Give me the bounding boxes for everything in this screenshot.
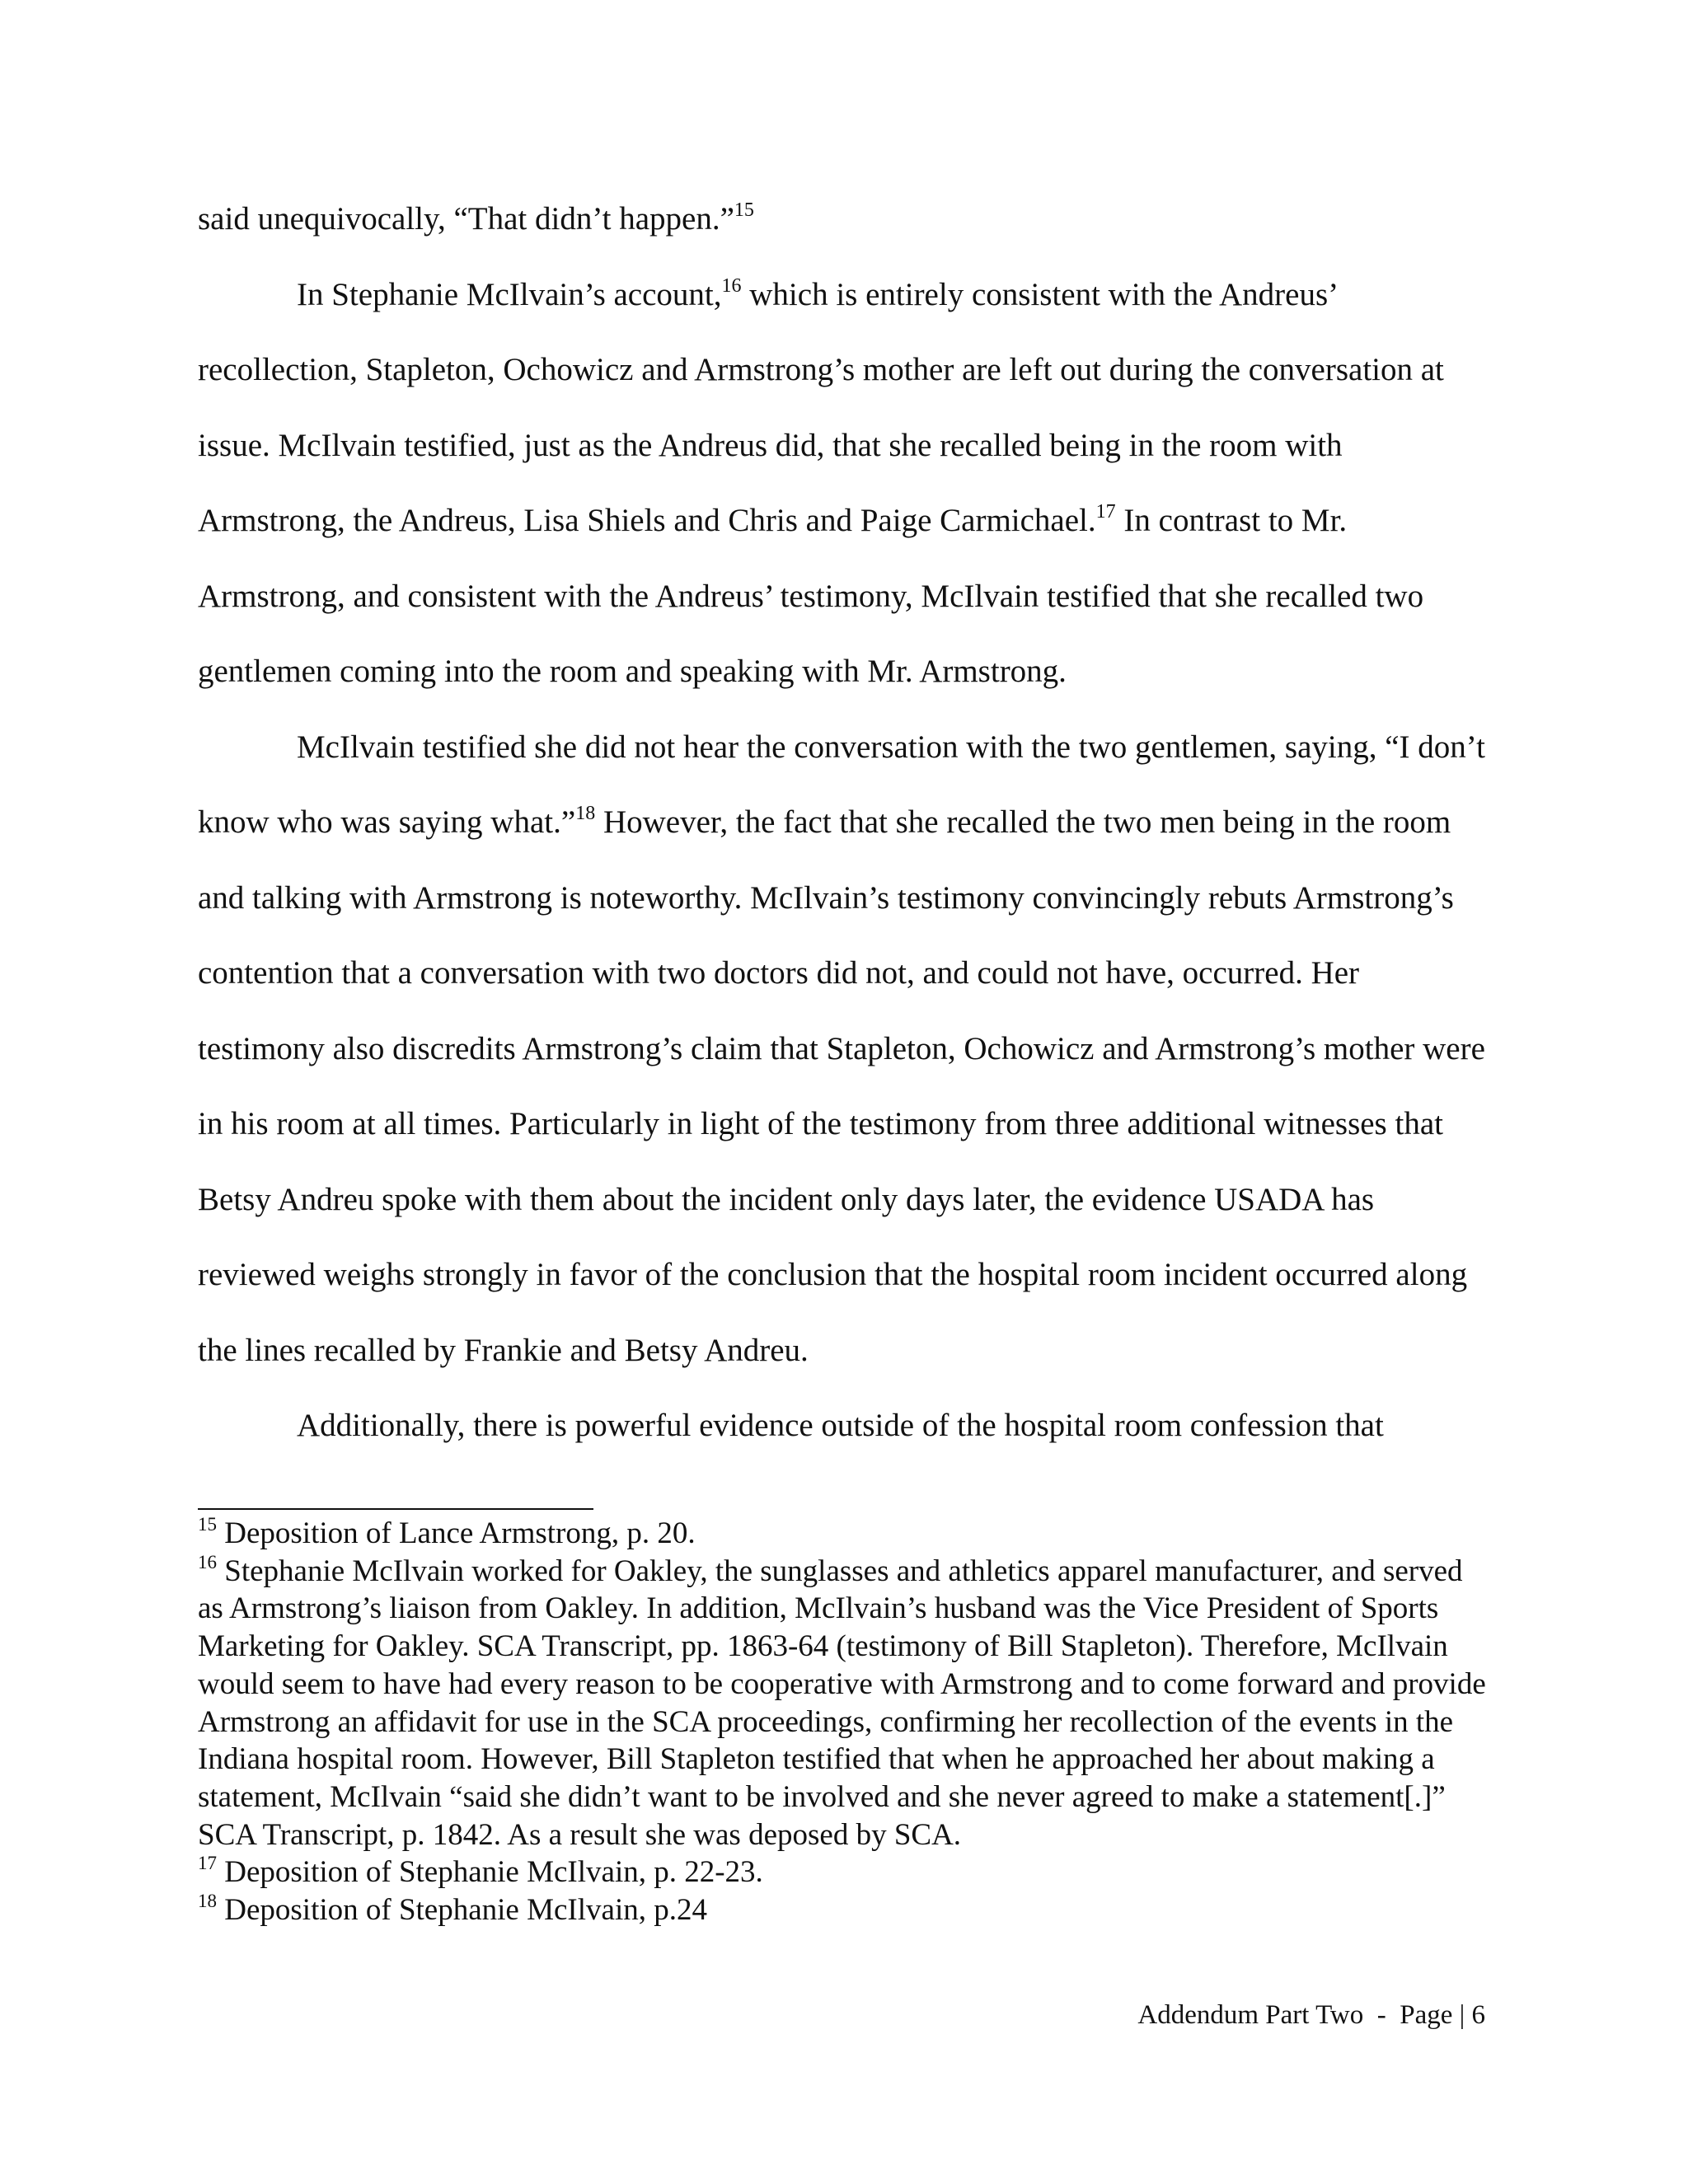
footnote-number: 16 bbox=[198, 1551, 217, 1572]
footnote-ref-17: 17 bbox=[1095, 501, 1116, 523]
paragraph-2-text-c: In contrast to Mr. Armstrong, and consistent with the Andreus’ testimony, McIlvain testified that she recalled two gentlemen coming into the room and speaking with Mr. Armstrong. bbox=[198, 503, 1424, 689]
page-footer: Addendum Part Two - Page | 6 bbox=[1137, 2000, 1485, 2030]
paragraph-3-text-a: McIlvain testified she did not hear the conversation with the two gentlemen, saying, “I don’t know who was saying what.” bbox=[198, 729, 1485, 840]
paragraph-1 bbox=[198, 181, 1492, 257]
footnote-text: Deposition of Stephanie McIlvain, p. 22-23. bbox=[217, 1855, 763, 1890]
paragraph-3 bbox=[198, 710, 1492, 1389]
footnote-18 bbox=[198, 1891, 1492, 1929]
paragraph-4 bbox=[198, 1388, 1492, 1464]
footnote-text: Deposition of Lance Armstrong, p. 20. bbox=[217, 1516, 696, 1550]
paragraph-2-text-a: In Stephanie McIlvain’s account, bbox=[297, 276, 722, 312]
paragraph-2 bbox=[198, 257, 1492, 710]
footnote-text: Deposition of Stephanie McIlvain, p.24 bbox=[217, 1893, 707, 1928]
footnote-ref-16: 16 bbox=[721, 274, 742, 297]
footnotes bbox=[198, 1515, 1492, 1929]
body-text bbox=[198, 181, 1492, 1464]
footnote-ref-15: 15 bbox=[734, 199, 754, 221]
footnote-number: 17 bbox=[198, 1853, 217, 1874]
footnote-16 bbox=[198, 1553, 1492, 1854]
footnote-text: Stephanie McIlvain worked for Oakley, the sunglasses and athletics apparel manufacturer, and served as Armstrong’s liaison from Oakley. In addition, McIlvain’s husband was the Vice President of Sports Marketing for Oakley. SCA Transcript, pp. 1863-64 (testimony of Bill Stapleton). Therefore, McIlvain would seem to have had every reason to be cooperative with Armstrong and to come forward and provide Armstrong an affidavit for use in the SCA proceedings, confirming her recollection of the events in the Indiana hospital room. However, Bill Stapleton testified that when he approached her about making a statement, McIlvain “said she didn’t want to be involved and she never agreed to make a statement[.]” SCA Transcript, p. 1842. As a result she was deposed by SCA. bbox=[198, 1554, 1486, 1852]
footnote-number: 15 bbox=[198, 1514, 217, 1535]
footnote-15 bbox=[198, 1515, 1492, 1553]
footnote-ref-18: 18 bbox=[575, 803, 596, 824]
footnote-separator bbox=[198, 1508, 593, 1510]
paragraph-4-text: Additionally, there is powerful evidence outside of the hospital room confession that bbox=[297, 1408, 1384, 1443]
footnote-number: 18 bbox=[198, 1891, 217, 1912]
paragraph-2-text-b: which is entirely consistent with the Andreus’ recollection, Stapleton, Ochowicz and Armstrong’s mother are left out during the conversation at issue. McIlvain testified, just as the Andreus did, that she recalled being in the room with Armstrong, the Andreus, Lisa Shiels and Chris and Paige Carmichael. bbox=[198, 276, 1444, 538]
footnote-17 bbox=[198, 1854, 1492, 1891]
paragraph-1-text: said unequivocally, “That didn’t happen.” bbox=[198, 201, 734, 237]
paragraph-3-text-b: However, the fact that she recalled the two men being in the room and talking with Armstrong is noteworthy. McIlvain’s testimony convincingly rebuts Armstrong’s contention that a conversation with two doctors did not, and could not have, occurred. Her testimony also discredits Armstrong’s claim that Stapleton, Ochowicz and Armstrong’s mother were in his room at all times. Particularly in light of the testimony from three additional witnesses that Betsy Andreu spoke with them about the incident only days later, the evidence USADA has reviewed weighs strongly in favor of the conclusion that the hospital room incident occurred along the lines recalled by Frankie and Betsy Andreu. bbox=[198, 804, 1485, 1368]
